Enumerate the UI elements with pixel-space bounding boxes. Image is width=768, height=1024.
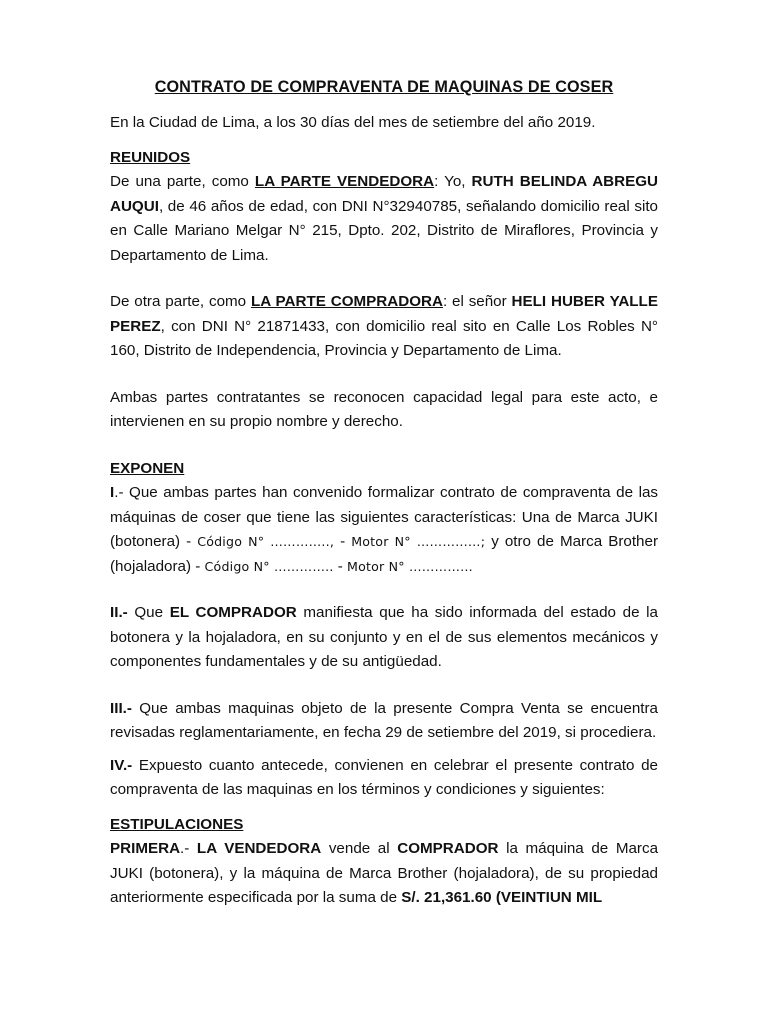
juki-motor-field: Motor N° ……………;	[351, 534, 486, 549]
clause-iii: III.- Que ambas maquinas objeto de la presente Compra Venta se encuentra revisadas reglamentariamente, en fecha 29 de setiembre del 2019, si procediera.	[110, 699, 658, 741]
brother-code-field: Código N° …………..	[204, 558, 338, 574]
clause-number: PRIMERA	[110, 840, 181, 857]
intro-paragraph: En la Ciudad de Lima, a los 30 días del mes de setiembre del año 2019.	[110, 114, 596, 131]
seller-paragraph: De una parte, como LA PARTE VENDEDORA: Yo, RUTH BELINDA ABREGU AUQUI, de 46 años de edad, con DNI N°32940785, señalando domicilio real sito en Calle Mariano Melgar N° 215, Dpto. 202, Distrito de Miraflores, Provincia y Departamento de Lima.	[110, 173, 659, 264]
clause-primera: PRIMERA.- LA VENDEDORA vende al COMPRADOR la máquina de Marca JUKI (botonera), y la máquina de Marca Brother (hojaladora), de su propiedad anteriormente especificada por la suma de S/. 21,361.60 (VEINTIUN MIL	[110, 840, 659, 906]
section-heading-reunidos: REUNIDOS	[110, 148, 191, 166]
seller-role: LA PARTE VENDEDORA	[254, 173, 435, 190]
clause-number: I	[110, 484, 115, 501]
buyer-paragraph: De otra parte, como LA PARTE COMPRADORA: el señor HELI HUBER YALLE PEREZ, con DNI N° 21871433, con domicilio real sito en Calle Los Robles N° 160, Distrito de Independencia, Provincia y Departamento de Lima.	[110, 293, 658, 359]
juki-code-field: Código N° …………..,	[197, 534, 335, 549]
document-title: CONTRATO DE COMPRAVENTA DE MAQUINAS DE COSER	[154, 78, 614, 96]
clause-number: II.-	[110, 604, 128, 621]
buyer-ref: EL COMPRADOR	[169, 604, 297, 621]
clause-number: IV.-	[110, 756, 133, 774]
clause-i: I.- Que ambas partes han convenido formalizar contrato de compraventa de las máquinas de coser que tiene las siguientes características: Una de Marca JUKI (botonera) - Código N° ………….., - Motor N° ……………; y otro de Marca Brother (hojaladora) - Código N° ………….. - Motor N° ……………	[110, 484, 658, 575]
section-heading-exponen: EXPONEN	[110, 459, 185, 477]
buyer-role: LA PARTE COMPRADORA	[250, 293, 443, 310]
brother-motor-field: Motor N° ……………	[347, 558, 473, 574]
clause-ii: II.- Que EL COMPRADOR manifiesta que ha sido informada del estado de la botonera y la hojaladora, en su conjunto y en el de sus elementos mecánicos y componentes fundamentales y de su antigüedad.	[110, 604, 658, 670]
section-heading-estipulaciones: ESTIPULACIONES	[110, 815, 244, 833]
buyer-ref: COMPRADOR	[397, 840, 499, 857]
seller-ref: LA VENDEDORA	[196, 840, 322, 857]
seller-name: RUTH BELINDA ABREGU AUQUI	[110, 173, 659, 215]
clause-iv: IV.- Expuesto cuanto antecede, convienen en celebrar el presente contrato de compraventa de las maquinas en los términos y condiciones y siguientes:	[110, 756, 658, 798]
buyer-name: HELI HUBER YALLE PEREZ	[110, 293, 658, 335]
document-body	[110, 75, 658, 911]
capacity-paragraph: Ambas partes contratantes se reconocen capacidad legal para este acto, e intervienen en su propio nombre y derecho.	[110, 388, 658, 430]
clause-number: III.-	[110, 699, 132, 717]
sale-amount: S/. 21,361.60 (VEINTIUN MIL	[401, 889, 603, 906]
